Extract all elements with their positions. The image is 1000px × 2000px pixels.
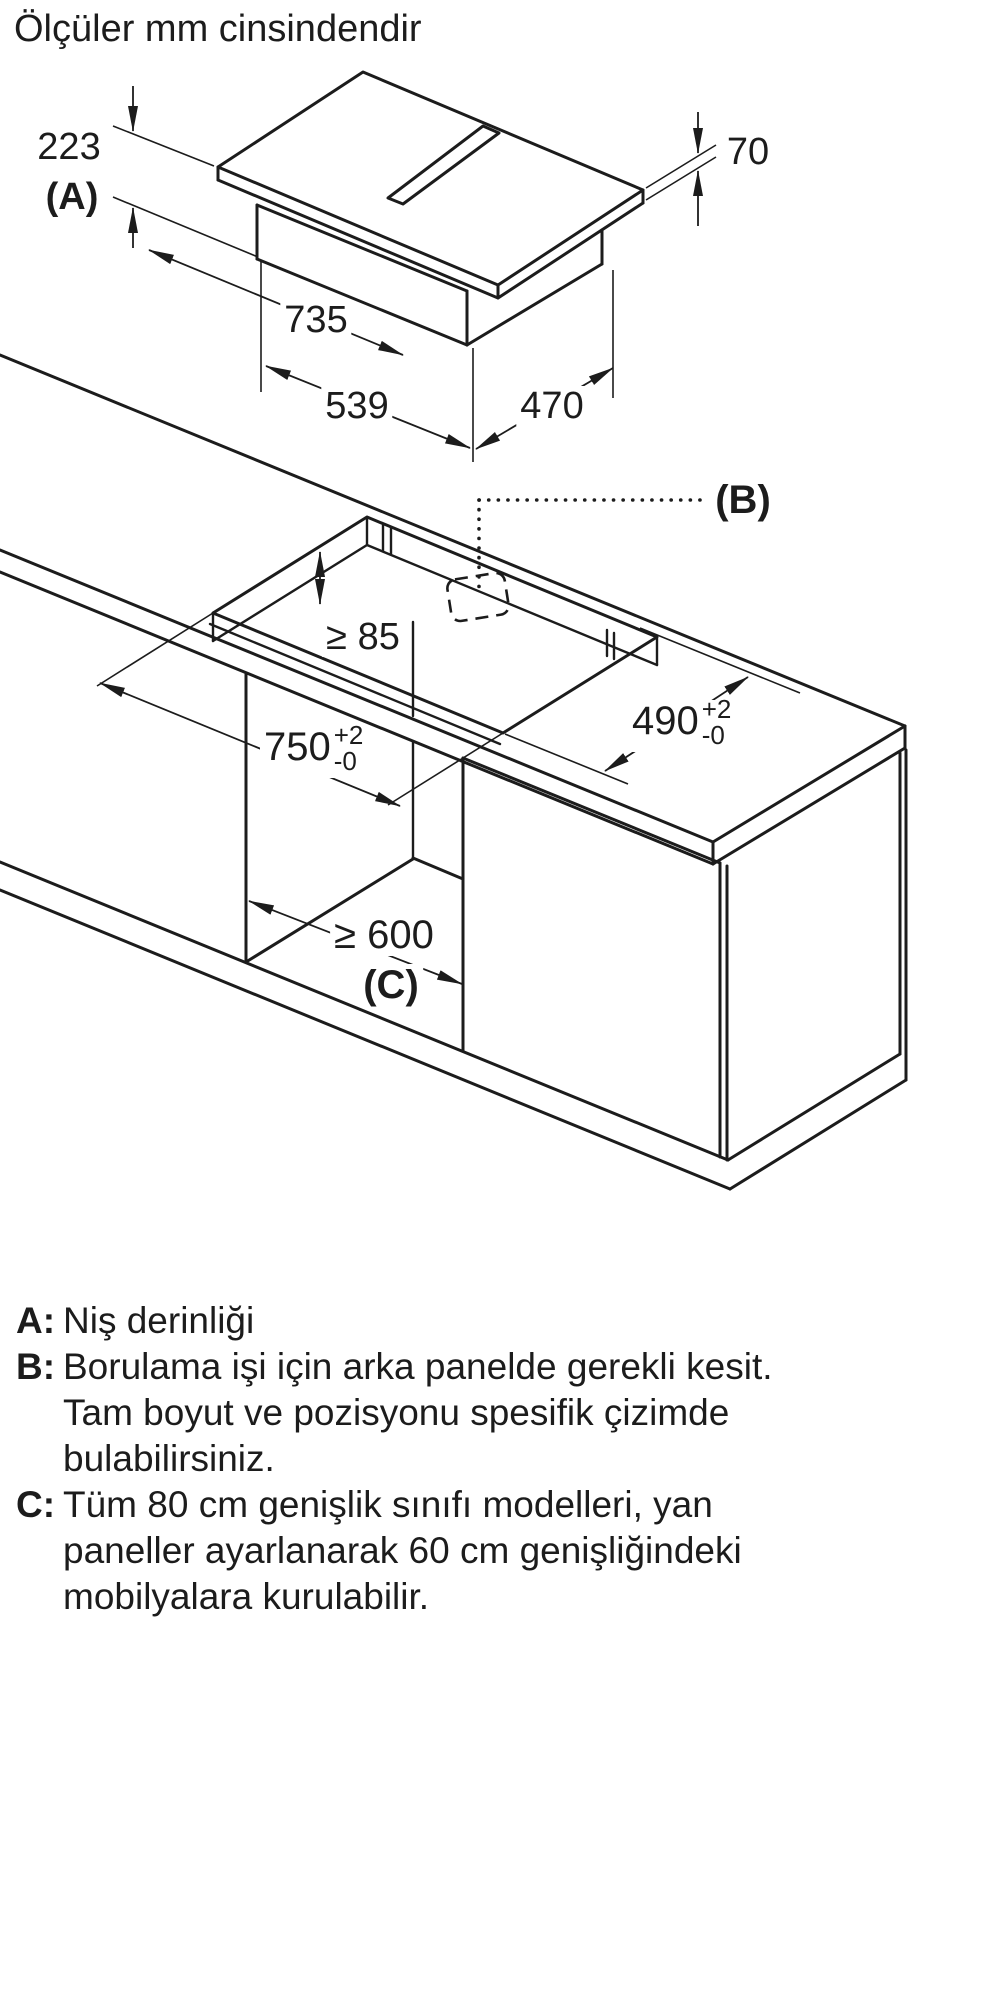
legend-notes [16,1298,986,1620]
dim-cutout-width [260,720,367,778]
note-b-text-line3: bulabilirsiniz. [63,1438,275,1479]
dim-cabinet-width: ≥ 600 [330,914,438,956]
dim-cutout-depth [628,694,735,752]
note-c-text-line2: paneller ayarlanarak 60 cm genişliğindeki [63,1530,742,1571]
label-C: (C) [359,964,423,1006]
label-A: (A) [45,176,99,218]
note-b-label: B: [16,1346,56,1387]
dim-cutout-depth-value: 490 [632,699,699,743]
dim-cutout-depth-tol-plus: +2 [701,694,732,724]
vent-slot [388,126,499,204]
note-c-label: C: [16,1484,56,1525]
dim-cutout-width-tol-plus: +2 [333,720,364,750]
dim-rear-clearance: ≥ 85 [322,617,404,657]
dim-cutout-depth-tol-minus: -0 [701,720,725,750]
worktop-cutout [213,517,657,733]
rear-panel-cutout-marker [446,572,510,623]
note-a-text: Niş derinliği [63,1300,255,1341]
note-c [16,1482,986,1528]
note-a [16,1298,986,1344]
label-B: (B) [715,478,771,522]
dim-hob-height: 70 [726,131,770,173]
note-c-text-line3: mobilyalara kurulabilir. [63,1576,430,1617]
dim-base-width: 539 [321,386,392,426]
note-b [16,1344,986,1390]
dim-hob-width: 735 [280,300,351,340]
hob-dimension-lines [113,86,716,462]
page-title: Ölçüler mm cinsindendir [14,8,422,50]
note-b-text-line1: Borulama işi için arka panelde gerekli kesit. [63,1346,773,1387]
dim-base-depth: 470 [516,386,587,426]
dim-cutout-width-value: 750 [264,725,331,769]
note-b-text-line2: Tam boyut ve pozisyonu spesifik çizimde [63,1392,730,1433]
note-c-text-line1: Tüm 80 cm genişlik sınıfı modelleri, yan [63,1484,713,1525]
dim-cutout-width-tol-minus: -0 [333,746,357,776]
note-a-label: A: [16,1300,56,1341]
dim-niche-depth: 223 [37,126,101,168]
